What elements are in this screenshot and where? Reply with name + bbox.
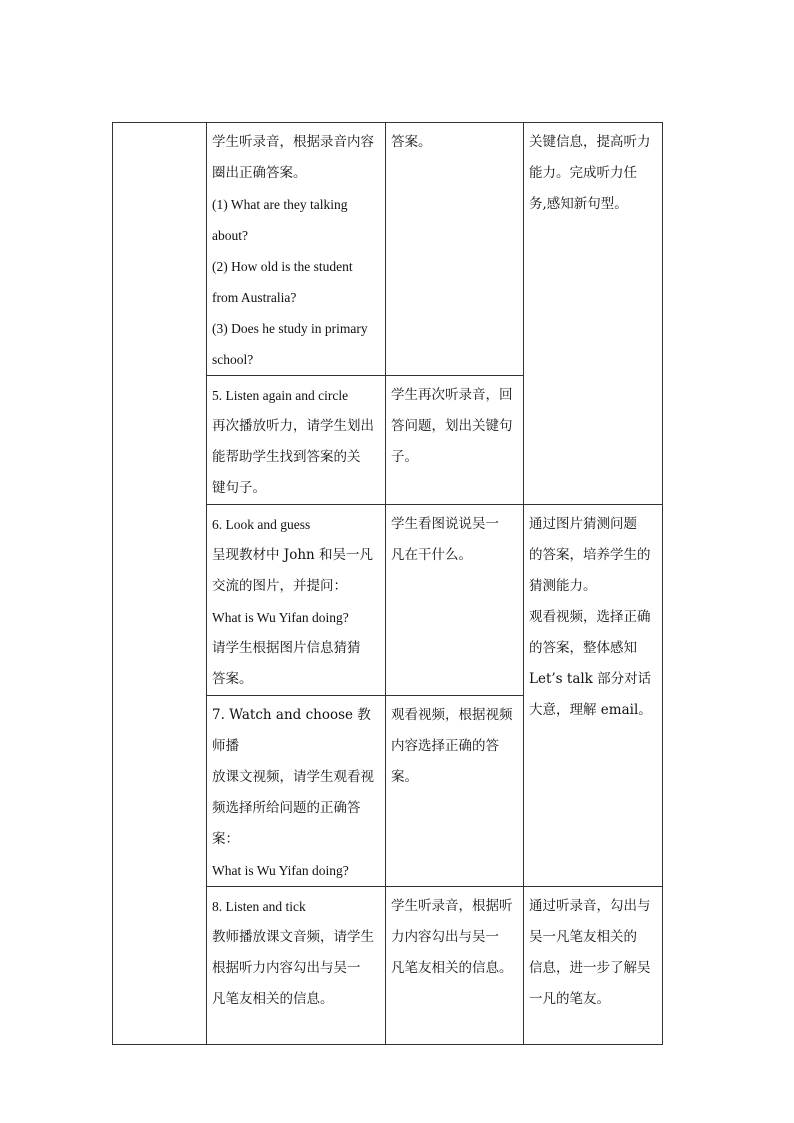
cell-text: 关键信息，提高听力 bbox=[529, 134, 651, 150]
student-cell bbox=[386, 123, 524, 376]
cell-text: 观看视频，选择正确 bbox=[529, 609, 651, 625]
activity-cell bbox=[207, 123, 386, 376]
cell-text: 放课文视频，请学生观看视 bbox=[212, 769, 374, 785]
cell-text: 交流的图片，并提问： bbox=[212, 578, 347, 594]
cell-text: 子。 bbox=[391, 449, 418, 465]
cell-text: 学生再次听录音，回 bbox=[391, 387, 513, 403]
student-cell bbox=[386, 696, 524, 887]
cell-text: 学生听录音，根据听 bbox=[391, 898, 513, 914]
cell-text: 学生看图说说吴一 bbox=[391, 516, 499, 532]
purpose-cell bbox=[524, 123, 663, 505]
cell-text: 观看视频，根据视频 bbox=[391, 707, 513, 723]
cell-text: 猜测能力。 bbox=[529, 578, 597, 594]
cell-text: 案。 bbox=[391, 769, 418, 785]
cell-text: 能帮助学生找到答案的关 bbox=[212, 449, 361, 465]
cell-text: (1) What are they talking bbox=[212, 197, 348, 212]
student-cell bbox=[386, 505, 524, 696]
activity-cell bbox=[207, 376, 386, 505]
cell-text: 信息，进一步了解吴 bbox=[529, 960, 651, 976]
cell-text: (2) How old is the student bbox=[212, 259, 353, 274]
cell-text: from Australia? bbox=[212, 290, 297, 305]
purpose-cell bbox=[524, 505, 663, 887]
activity-cell bbox=[207, 505, 386, 696]
student-cell bbox=[386, 887, 524, 1045]
cell-text: 吴一凡笔友相关的 bbox=[529, 929, 637, 945]
activity-cell bbox=[207, 696, 386, 887]
cell-text: 凡笔友相关的信息。 bbox=[391, 960, 513, 976]
cell-text: 的答案，培养学生的 bbox=[529, 547, 651, 563]
cell-text: 答案。 bbox=[391, 134, 432, 150]
cell-text: 5. Listen again and circle bbox=[212, 388, 349, 403]
cell-text: 键句子。 bbox=[212, 480, 266, 496]
cell-text: What is Wu Yifan doing? bbox=[212, 863, 349, 878]
cell-text: 7. Watch and choose 教师播 bbox=[212, 707, 371, 754]
cell-text: Let’s talk 部分对话 bbox=[529, 671, 652, 687]
cell-text: 务,感知新句型。 bbox=[529, 196, 628, 212]
cell-text: 力内容勾出与吴一 bbox=[391, 929, 499, 945]
cell-text: 请学生根据图片信息猜猜 bbox=[212, 640, 361, 656]
cell-text: 通过听录音，勾出与 bbox=[529, 898, 651, 914]
cell-text: 6. Look and guess bbox=[212, 517, 311, 532]
cell-text: (3) Does he study in primary bbox=[212, 321, 368, 336]
cell-text: 8. Listen and tick bbox=[212, 899, 306, 914]
cell-text: 的答案，整体感知 bbox=[529, 640, 637, 656]
cell-text: 凡笔友相关的信息。 bbox=[212, 991, 334, 1007]
cell-text: 学生听录音，根据录音内容 bbox=[212, 134, 374, 150]
cell-text: 圈出正确答案。 bbox=[212, 165, 307, 181]
student-cell bbox=[386, 376, 524, 505]
cell-text: 答案。 bbox=[212, 671, 253, 687]
cell-text: 教师播放课文音频，请学生 bbox=[212, 929, 374, 945]
cell-text: 大意，理解 email。 bbox=[529, 702, 652, 718]
purpose-cell bbox=[524, 887, 663, 1045]
lesson-plan-table bbox=[112, 122, 663, 1045]
stage-cell bbox=[113, 123, 207, 1045]
cell-text: 内容选择正确的答 bbox=[391, 738, 499, 754]
cell-text: 能力。完成听力任 bbox=[529, 165, 637, 181]
cell-text: about? bbox=[212, 228, 248, 243]
activity-cell bbox=[207, 887, 386, 1045]
cell-text: 频选择所给问题的正确答 bbox=[212, 800, 361, 816]
cell-text: What is Wu Yifan doing? bbox=[212, 610, 349, 625]
cell-text: 再次播放听力，请学生划出 bbox=[212, 418, 374, 434]
cell-text: 凡在干什么。 bbox=[391, 547, 472, 563]
cell-text: 案： bbox=[212, 831, 239, 847]
cell-text: 通过图片猜测问题 bbox=[529, 516, 637, 532]
table-row bbox=[113, 123, 663, 376]
cell-text: 答问题，划出关键句 bbox=[391, 418, 513, 434]
cell-text: 根据听力内容勾出与吴一 bbox=[212, 960, 361, 976]
cell-text: 呈现教材中 John 和吴一凡 bbox=[212, 547, 374, 563]
cell-text: 一凡的笔友。 bbox=[529, 991, 610, 1007]
cell-text: school? bbox=[212, 352, 254, 367]
